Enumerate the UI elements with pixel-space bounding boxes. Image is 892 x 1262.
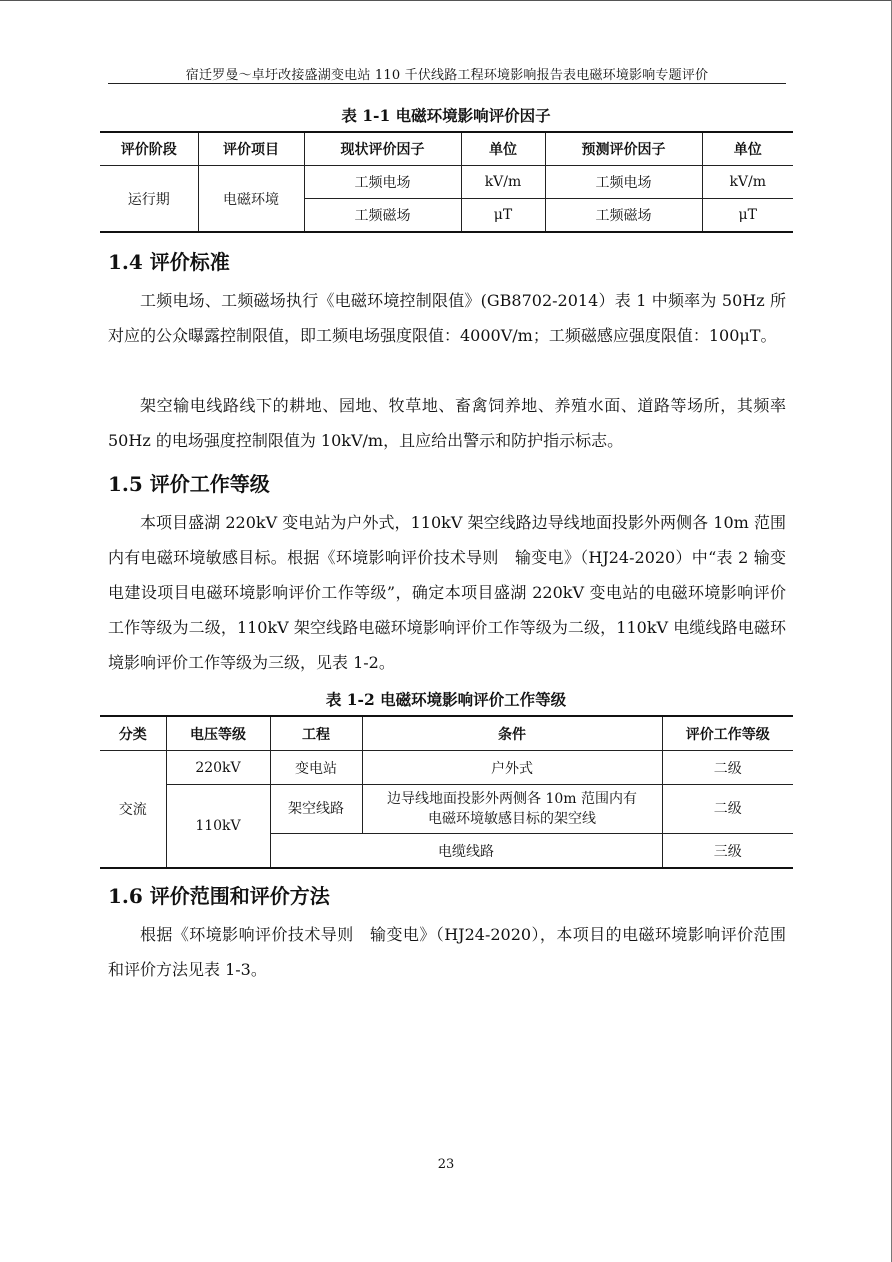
table-cell: kV/m [461,166,545,199]
table2-category-cell: 交流 [100,751,166,869]
table2-caption: 表 1-2 电磁环境影响评价工作等级 [325,690,567,709]
table-cell: 架空线路 [270,785,362,834]
table2 [100,715,793,869]
table-cell: 工频电场 [545,166,702,199]
table-cell: μT [461,199,545,233]
table1-header-cell: 现状评价因子 [304,132,461,166]
paragraph: 根据《环境影响评价技术导则 输变电》（HJ24-2020），本项目的电磁环境影响评价范围和评价方法见表 1-3。 [108,925,786,979]
table2-header-cell: 评价工作等级 [662,716,793,751]
table2-header-cell: 电压等级 [166,716,270,751]
table1-caption: 表 1-1 电磁环境影响评价因子 [341,106,551,125]
table1-stage-cell: 运行期 [100,166,198,233]
table-cell: 二级 [662,785,793,834]
table-row [100,751,793,785]
table1-header-cell: 单位 [461,132,545,166]
table1-header-cell: 评价阶段 [100,132,198,166]
table-cell: 三级 [662,834,793,869]
section-heading-1-5: 1.5 评价工作等级 [108,472,270,496]
table-row [100,785,793,834]
table-cell: 变电站 [270,751,362,785]
table-cell: 工频电场 [304,166,461,199]
section-heading-1-6: 1.6 评价范围和评价方法 [108,884,330,908]
table-cell: 110kV [166,785,270,869]
table1-header-cell: 评价项目 [198,132,304,166]
running-header: 宿迁罗曼～卓圩改接盛湖变电站 110 千伏线路工程环境影响报告表电磁环境影响专题评价 [185,68,709,83]
table-cell: kV/m [702,166,793,199]
table1 [100,131,793,233]
table2-header-cell: 条件 [362,716,662,751]
table-cell: 户外式 [362,751,662,785]
table-cell: 电缆线路 [270,834,662,869]
table1-header-cell: 预测评价因子 [545,132,702,166]
paragraph: 本项目盛湖 220kV 变电站为户外式，110kV 架空线路边导线地面投影外两侧各 10m 范围内有电磁环境敏感目标。根据《环境影响评价技术导则 输变电》（HJ24-2020）中“表 2 输变电建设项目电磁环境影响评价工作等级”，确定本项目盛湖 220kV 变电站的电磁环境影响评价工作等级为二级，110kV 架空线路电磁环境影响评价工作等级为二级，110kV 电缆线路电磁环境影响评价工作等级为三级，见表 1-2。 [108,513,786,672]
table-row [100,166,793,199]
table2-header-cell: 分类 [100,716,166,751]
section-heading-1-4: 1.4 评价标准 [108,250,230,274]
table-cell: 220kV [166,751,270,785]
paragraph: 工频电场、工频磁场执行《电磁环境控制限值》(GB8702-2014）表 1 中频率为 50Hz 所对应的公众曝露控制限值，即工频电场强度限值：4000V/m；工频磁感应强度限值：100μT。 [108,291,786,345]
table-cell: 二级 [662,751,793,785]
paragraph: 架空输电线路线下的耕地、园地、牧草地、畜禽饲养地、养殖水面、道路等场所，其频率 50Hz 的电场强度控制限值为 10kV/m，且应给出警示和防护指示标志。 [108,396,786,450]
page-number: 23 [437,1157,455,1172]
condition-line: 电磁环境敏感目标的架空线 [428,811,596,827]
table2-header-row [100,716,793,751]
page-border [0,0,892,1]
header-rule [108,83,786,84]
table1-header-cell: 单位 [702,132,793,166]
table-cell [362,785,662,834]
condition-line: 边导线地面投影外两侧各 10m 范围内有 [387,791,637,807]
table1-header-row [100,132,793,166]
table2-header-cell: 工程 [270,716,362,751]
table1-item-cell: 电磁环境 [198,166,304,233]
table-cell: 工频磁场 [545,199,702,233]
table-cell: 工频磁场 [304,199,461,233]
table-cell: μT [702,199,793,233]
